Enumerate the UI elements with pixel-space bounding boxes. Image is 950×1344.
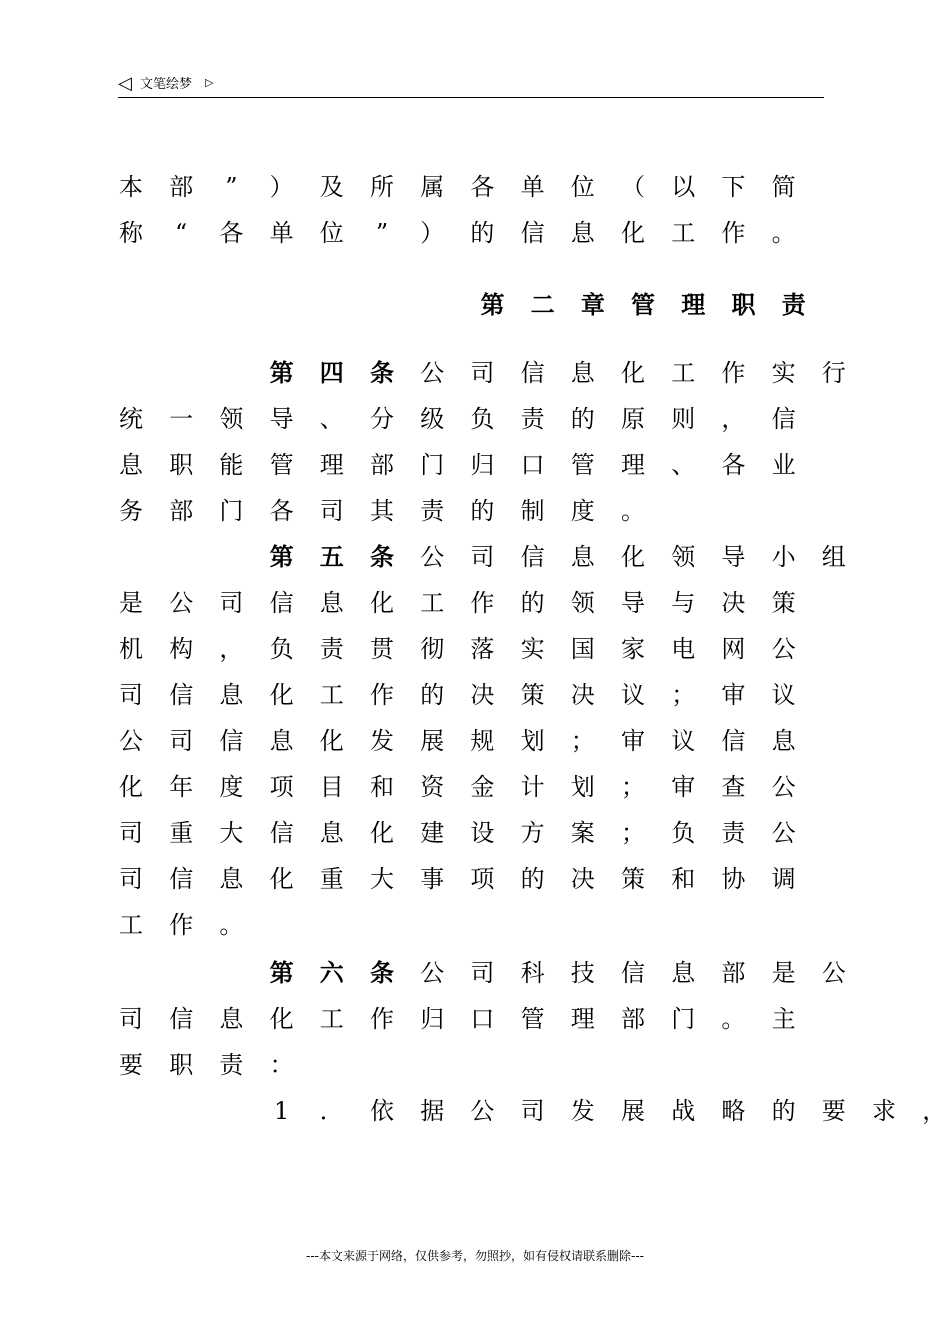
glyph: 化 (370, 589, 394, 617)
glyph: 信 (169, 681, 194, 709)
glyph: 息 (219, 1005, 244, 1033)
glyph: 重 (169, 819, 194, 847)
glyph: 责 (219, 1051, 244, 1079)
glyph: 业 (771, 451, 796, 479)
glyph: 息 (771, 727, 796, 755)
glyph: 责 (319, 635, 344, 663)
glyph: 责 (520, 405, 545, 433)
glyph: ” (225, 173, 238, 201)
glyph: 实 (520, 635, 545, 663)
glyph: 作 (470, 589, 495, 617)
glyph: 化 (621, 543, 645, 571)
glyph: 及 (319, 173, 344, 201)
glyph: 目 (319, 773, 344, 801)
glyph: 下 (721, 173, 746, 201)
glyph: 划 (570, 773, 595, 801)
glyph: 章 (580, 291, 605, 319)
glyph: ） (420, 219, 445, 247)
glyph: 展 (621, 1097, 645, 1125)
glyph: 战 (671, 1097, 696, 1125)
text-line (118, 726, 848, 772)
glyph: 据 (420, 1097, 445, 1125)
glyph: 行 (821, 359, 846, 387)
glyph: 司 (319, 497, 344, 525)
glyph: 年 (169, 773, 194, 801)
glyph: 要 (821, 1097, 846, 1125)
glyph: 息 (119, 451, 143, 479)
glyph: 领 (570, 589, 595, 617)
glyph: 原 (621, 405, 645, 433)
glyph: 电 (671, 635, 696, 663)
glyph: 所 (370, 173, 394, 201)
glyph: 规 (470, 727, 495, 755)
glyph: 统 (119, 405, 143, 433)
glyph: 信 (721, 727, 746, 755)
glyph: 工 (671, 359, 696, 387)
glyph: 能 (219, 451, 244, 479)
glyph: 职 (731, 291, 756, 319)
text-line (118, 496, 848, 542)
glyph: 管 (269, 451, 294, 479)
glyph: 位 (319, 219, 344, 247)
glyph: 公 (771, 635, 796, 663)
text-line (118, 864, 848, 910)
glyph: 重 (319, 865, 344, 893)
glyph: 信 (520, 543, 545, 571)
glyph: ， (922, 1097, 947, 1125)
glyph: 工 (319, 681, 344, 709)
glyph: 的 (420, 681, 445, 709)
glyph: 策 (621, 865, 645, 893)
glyph: 计 (520, 773, 545, 801)
glyph: 息 (570, 219, 595, 247)
glyph: 发 (570, 1097, 595, 1125)
glyph: 职 (169, 451, 194, 479)
glyph: 一 (169, 405, 194, 433)
glyph: 信 (269, 589, 294, 617)
glyph: 作 (169, 911, 194, 939)
glyph: 其 (370, 497, 394, 525)
glyph: 息 (219, 865, 244, 893)
glyph: 组 (821, 543, 846, 571)
glyph: 管 (570, 451, 595, 479)
glyph: 导 (621, 589, 645, 617)
glyph: 负 (470, 405, 495, 433)
glyph: 和 (370, 773, 394, 801)
glyph: 事 (420, 865, 445, 893)
glyph: 实 (771, 359, 796, 387)
glyph: ． (319, 1097, 344, 1125)
glyph: 公 (169, 589, 194, 617)
glyph: 第 (269, 959, 294, 987)
glyph: 作 (721, 359, 746, 387)
glyph: 彻 (420, 635, 445, 663)
glyph: 司 (119, 865, 143, 893)
glyph: ； (570, 727, 595, 755)
glyph: 度 (570, 497, 595, 525)
glyph: 部 (721, 959, 746, 987)
glyph: ” (375, 219, 389, 247)
glyph: 各 (219, 219, 244, 247)
glyph: ； (621, 819, 645, 847)
glyph: 化 (621, 359, 645, 387)
glyph: 单 (520, 173, 545, 201)
glyph: 。 (771, 219, 796, 247)
numbered-item-line (118, 1096, 947, 1142)
glyph: 口 (470, 1005, 495, 1033)
glyph: 息 (319, 589, 344, 617)
glyph: 信 (520, 359, 545, 387)
glyph: 。 (721, 1005, 746, 1033)
glyph: 理 (621, 451, 645, 479)
glyph: 调 (771, 865, 796, 893)
text-line (118, 680, 848, 726)
glyph: 化 (370, 819, 394, 847)
glyph: 机 (119, 635, 143, 663)
glyph: 公 (470, 1097, 495, 1125)
glyph: 1 (273, 1097, 290, 1125)
glyph: 本 (119, 173, 143, 201)
glyph: 略 (721, 1097, 746, 1125)
glyph: 二 (530, 291, 555, 319)
glyph: 划 (520, 727, 545, 755)
glyph: 领 (219, 405, 244, 433)
glyph: 六 (319, 959, 344, 987)
glyph: 司 (169, 727, 194, 755)
text-line (118, 1050, 848, 1096)
glyph: 信 (169, 865, 194, 893)
glyph: 大 (219, 819, 244, 847)
glyph: 与 (671, 589, 696, 617)
glyph: 司 (219, 589, 244, 617)
glyph: 设 (470, 819, 495, 847)
glyph: 信 (219, 727, 244, 755)
glyph: 的 (470, 219, 495, 247)
glyph: 的 (570, 405, 595, 433)
glyph: 管 (520, 1005, 545, 1033)
glyph: 部 (370, 451, 394, 479)
glyph: 息 (269, 727, 294, 755)
text-line (118, 1004, 848, 1050)
text-line (118, 588, 848, 634)
glyph: 项 (470, 865, 495, 893)
glyph: 归 (470, 451, 495, 479)
glyph: 化 (319, 727, 344, 755)
glyph: 落 (470, 635, 495, 663)
text-line (118, 218, 848, 264)
glyph: 化 (269, 865, 294, 893)
glyph: 级 (420, 405, 445, 433)
glyph: 导 (269, 405, 294, 433)
glyph: 作 (370, 1005, 394, 1033)
glyph: 构 (169, 635, 194, 663)
glyph: 的 (520, 865, 545, 893)
glyph: 司 (470, 959, 495, 987)
glyph: 领 (671, 543, 696, 571)
glyph: 。 (219, 911, 244, 939)
glyph: 决 (570, 681, 595, 709)
glyph: 务 (119, 497, 143, 525)
glyph: 简 (771, 173, 796, 201)
glyph: 归 (420, 1005, 445, 1033)
glyph: 司 (119, 681, 143, 709)
glyph: 部 (169, 173, 194, 201)
glyph: 制 (520, 497, 545, 525)
glyph: 信 (771, 405, 796, 433)
glyph: 条 (370, 959, 394, 987)
glyph: 作 (370, 681, 394, 709)
text-line (118, 172, 848, 218)
text-line (118, 404, 848, 450)
text-line (118, 818, 848, 864)
glyph: 化 (621, 219, 645, 247)
glyph: 导 (721, 543, 746, 571)
glyph: 信 (269, 819, 294, 847)
glyph: 公 (420, 359, 445, 387)
glyph: 息 (319, 819, 344, 847)
glyph: 议 (771, 681, 796, 709)
glyph: 资 (420, 773, 445, 801)
glyph: 决 (721, 589, 746, 617)
glyph: 口 (520, 451, 545, 479)
glyph: 部 (621, 1005, 645, 1033)
glyph: 审 (621, 727, 645, 755)
glyph: 展 (420, 727, 445, 755)
glyph: 技 (570, 959, 595, 987)
text-line (118, 450, 848, 496)
glyph: 议 (671, 727, 696, 755)
glyph: 的 (771, 1097, 796, 1125)
glyph: 属 (420, 173, 445, 201)
glyph: 责 (781, 291, 806, 319)
glyph: 科 (520, 959, 545, 987)
glyph: 负 (269, 635, 294, 663)
glyph: 公 (821, 959, 846, 987)
glyph: 第 (269, 359, 294, 387)
glyph: 各 (721, 451, 746, 479)
glyph: 公 (771, 819, 796, 847)
glyph: 度 (219, 773, 244, 801)
glyph: 审 (721, 681, 746, 709)
glyph: 司 (119, 1005, 143, 1033)
glyph: 协 (721, 865, 746, 893)
text-line (118, 634, 848, 680)
glyph: 作 (721, 219, 746, 247)
glyph: ， (721, 405, 746, 433)
glyph: 工 (420, 589, 445, 617)
glyph: 门 (219, 497, 244, 525)
glyph: 责 (721, 819, 746, 847)
glyph: 以 (671, 173, 696, 201)
glyph: 工 (671, 219, 696, 247)
glyph: 负 (671, 819, 696, 847)
chapter-heading (118, 290, 848, 336)
glyph: 司 (470, 543, 495, 571)
glyph: 第 (269, 543, 294, 571)
glyph: 位 (570, 173, 595, 201)
glyph: 审 (671, 773, 696, 801)
glyph: 管 (631, 291, 656, 319)
glyph: 条 (370, 359, 394, 387)
article-heading-line (118, 958, 848, 1004)
glyph: 各 (470, 173, 495, 201)
glyph: 司 (119, 819, 143, 847)
glyph: 策 (771, 589, 796, 617)
glyph: 网 (721, 635, 746, 663)
text-line (118, 910, 848, 956)
glyph: 各 (269, 497, 294, 525)
glyph: 分 (370, 405, 394, 433)
text-line (118, 772, 848, 818)
footer-disclaimer: ---本文来源于网络，仅供参考，勿照抄，如有侵权请联系删除--- (306, 1249, 644, 1263)
glyph: 的 (520, 589, 545, 617)
glyph: 、 (319, 405, 344, 433)
glyph: ） (269, 173, 294, 201)
glyph: 国 (570, 635, 595, 663)
glyph: 公 (420, 543, 445, 571)
glyph: 理 (681, 291, 706, 319)
glyph: 求 (872, 1097, 896, 1125)
header-title: 文笔绘梦 (140, 77, 193, 92)
article-heading-line (118, 542, 848, 588)
glyph: 化 (119, 773, 143, 801)
glyph: 主 (771, 1005, 796, 1033)
glyph: （ (621, 173, 645, 201)
glyph: 称 (119, 219, 143, 247)
glyph: 司 (520, 1097, 545, 1125)
glyph: 公 (420, 959, 445, 987)
glyph: 要 (119, 1051, 143, 1079)
glyph: 查 (721, 773, 746, 801)
glyph: 门 (420, 451, 445, 479)
glyph: 则 (671, 405, 696, 433)
glyph: 案 (570, 819, 595, 847)
glyph: ； (621, 773, 645, 801)
page-header (118, 74, 824, 98)
glyph: 策 (520, 681, 545, 709)
glyph: 贯 (370, 635, 394, 663)
glyph: 工 (319, 1005, 344, 1033)
glyph: 息 (219, 681, 244, 709)
triangle-right-icon: ▷ (205, 76, 214, 89)
glyph: 四 (319, 359, 344, 387)
glyph: 息 (671, 959, 696, 987)
glyph: 家 (621, 635, 645, 663)
glyph: 理 (319, 451, 344, 479)
glyph: 是 (119, 589, 143, 617)
glyph: 发 (370, 727, 394, 755)
glyph: 项 (269, 773, 294, 801)
glyph: 决 (570, 865, 595, 893)
glyph: 司 (470, 359, 495, 387)
glyph: 条 (370, 543, 394, 571)
glyph: 决 (470, 681, 495, 709)
glyph: 的 (470, 497, 495, 525)
glyph: 部 (169, 497, 194, 525)
glyph: 信 (621, 959, 645, 987)
glyph: 和 (671, 865, 696, 893)
glyph: 第 (480, 291, 505, 319)
glyph: 公 (771, 773, 796, 801)
glyph: 门 (671, 1005, 696, 1033)
triangle-left-icon: ◁ (118, 73, 132, 94)
header-rule (118, 97, 824, 98)
glyph: 、 (671, 451, 696, 479)
article-heading-line (118, 358, 848, 404)
glyph: ， (219, 635, 244, 663)
glyph: 理 (570, 1005, 595, 1033)
glyph: 息 (570, 543, 595, 571)
glyph: 依 (370, 1097, 394, 1125)
glyph: 责 (420, 497, 445, 525)
glyph: ： (269, 1051, 294, 1079)
glyph: 息 (570, 359, 595, 387)
glyph: 公 (119, 727, 143, 755)
glyph: “ (175, 219, 188, 247)
glyph: 单 (269, 219, 294, 247)
glyph: 信 (520, 219, 545, 247)
glyph: 大 (370, 865, 394, 893)
glyph: 小 (771, 543, 796, 571)
glyph: 工 (119, 911, 143, 939)
glyph: 建 (420, 819, 445, 847)
glyph: 。 (621, 497, 645, 525)
glyph: 方 (520, 819, 545, 847)
glyph: ； (671, 681, 696, 709)
glyph: 五 (319, 543, 344, 571)
glyph: 议 (621, 681, 645, 709)
glyph: 是 (771, 959, 796, 987)
glyph: 金 (470, 773, 495, 801)
glyph: 化 (269, 681, 294, 709)
glyph: 信 (169, 1005, 194, 1033)
glyph: 化 (269, 1005, 294, 1033)
glyph: 职 (169, 1051, 194, 1079)
